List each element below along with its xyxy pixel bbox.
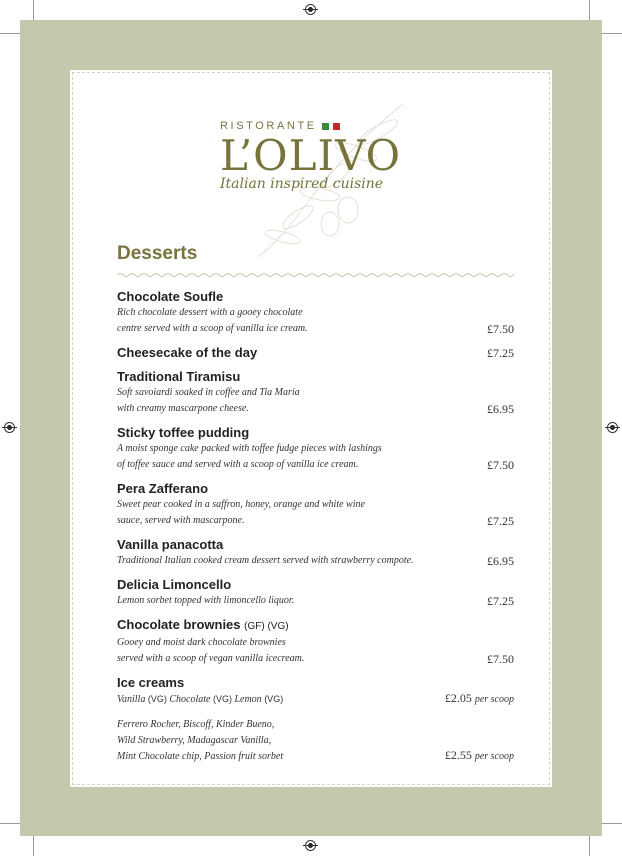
logo-tagline: Italian inspired cuisine: [220, 176, 384, 192]
registration-mark-icon: [607, 422, 618, 433]
ice-cream-item: [117, 675, 514, 765]
menu-item: [117, 345, 514, 361]
restaurant-logo: [220, 120, 420, 192]
item-price: £7.25: [487, 514, 514, 528]
dietary-tags: (GF) (VG): [244, 621, 289, 632]
menu-item: [117, 289, 514, 337]
item-description: Lemon sorbet topped with limoncello liquor.: [117, 595, 295, 606]
item-price: £2.55 per scoop: [444, 748, 514, 762]
item-price: £6.95: [487, 554, 514, 568]
item-description: Soft savoiardi soaked in coffee and Tia Maria: [117, 387, 300, 398]
crop-mark: [602, 33, 622, 34]
item-name: Chocolate Soufle: [117, 289, 224, 304]
crop-mark: [602, 823, 622, 824]
item-name: Chocolate brownies (GF) (VG): [117, 617, 289, 632]
crop-mark: [0, 823, 20, 824]
italian-flag-red-icon: [333, 123, 340, 130]
item-name: Ice creams: [117, 675, 185, 690]
item-name: Pera Zafferano: [117, 481, 209, 496]
menu-item: [117, 425, 514, 473]
wavy-divider: [117, 271, 514, 279]
dessert-list: [117, 289, 514, 765]
item-price: £6.95: [487, 402, 514, 416]
item-description: with creamy mascarpone cheese.: [117, 403, 249, 414]
item-price: £7.25: [487, 346, 514, 360]
crop-mark: [33, 836, 34, 856]
item-price: £7.50: [487, 322, 514, 336]
crop-mark: [33, 0, 34, 20]
item-name: Delicia Limoncello: [117, 577, 232, 592]
flavour-line: Mint Chocolate chip, Passion fruit sorbet: [117, 751, 284, 762]
item-price: £7.50: [487, 458, 514, 472]
flavour-line: Ferrero Rocher, Biscoff, Kinder Bueno,: [117, 719, 275, 730]
item-price: £7.25: [487, 594, 514, 608]
item-description: Sweet pear cooked in a saffron, honey, orange and white wine: [117, 499, 365, 510]
section-title: Desserts: [117, 243, 198, 264]
item-description: of toffee sauce and served with a scoop of vanilla ice cream.: [117, 459, 359, 470]
item-description: Traditional Italian cooked cream dessert served with strawberry compote.: [117, 555, 414, 566]
crop-mark: [589, 0, 590, 20]
item-name: Traditional Tiramisu: [117, 369, 241, 384]
menu-item: [117, 617, 514, 667]
item-description: Rich chocolate dessert with a gooey chocolate: [117, 307, 303, 318]
crop-mark: [589, 836, 590, 856]
item-description: centre served with a scoop of vanilla ice cream.: [117, 323, 308, 334]
registration-mark-icon: [4, 422, 15, 433]
menu-item: [117, 537, 514, 569]
menu-item: [117, 481, 514, 529]
menu-item: [117, 577, 514, 609]
item-description: A moist sponge cake packed with toffee fudge pieces with lashings: [117, 443, 382, 454]
premium-flavours: [117, 717, 514, 765]
registration-mark-icon: [305, 4, 316, 15]
item-price: £7.50: [487, 652, 514, 666]
menu-item: [117, 369, 514, 417]
crop-mark: [0, 33, 20, 34]
registration-mark-icon: [305, 840, 316, 851]
item-name: Sticky toffee pudding: [117, 425, 250, 440]
logo-ristorante: RISTORANTE: [220, 120, 420, 132]
ice-cream-flavours: Vanilla (VG) Chocolate (VG) Lemon (VG): [117, 694, 284, 705]
flavour-line: Wild Strawberry, Madagascar Vanilla,: [117, 735, 272, 746]
item-name: Vanilla panacotta: [117, 537, 224, 552]
italian-flag-green-icon: [322, 123, 329, 130]
logo-wordmark: L’OLIVO: [220, 131, 402, 180]
ice-cream-row: [117, 691, 514, 708]
item-description: sauce, served with mascarpone.: [117, 515, 245, 526]
item-description: Gooey and moist dark chocolate brownies: [117, 637, 286, 648]
item-description: served with a scoop of vegan vanilla icecream.: [117, 653, 305, 664]
item-price: £2.05 per scoop: [444, 691, 514, 705]
item-name: Cheesecake of the day: [117, 345, 258, 360]
